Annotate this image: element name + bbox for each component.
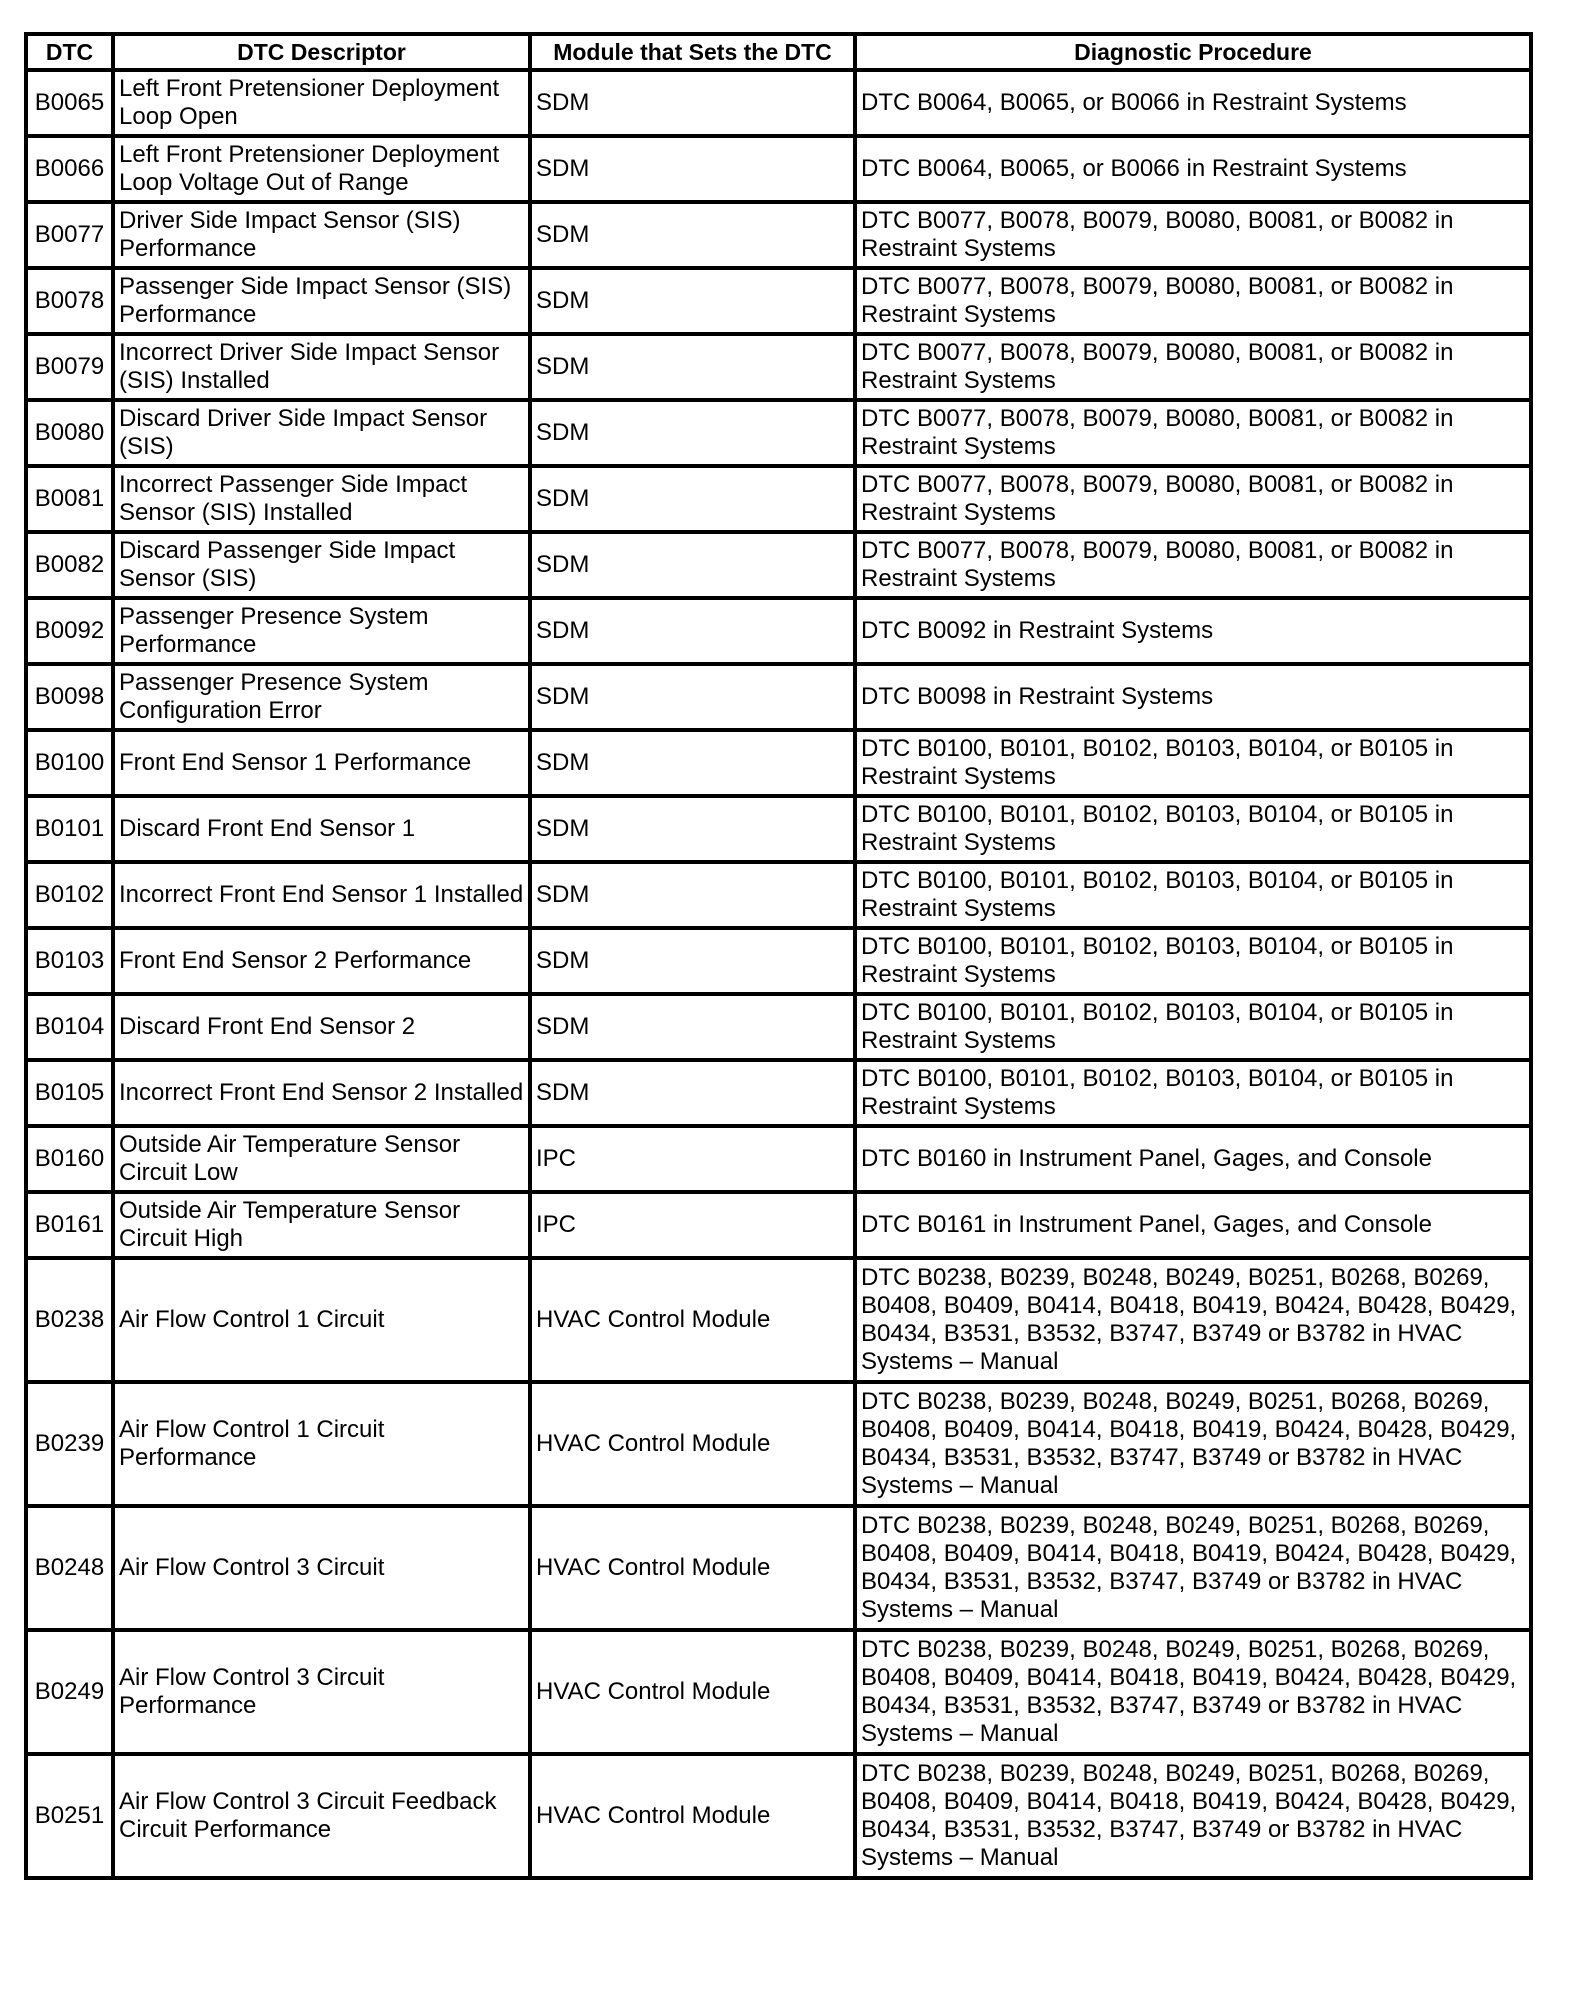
- diagnostic-procedure: DTC B0077, B0078, B0079, B0080, B0081, or B0082 in Restraint Systems: [855, 334, 1531, 400]
- header-dtc: DTC: [26, 34, 113, 70]
- dtc-code: B0098: [26, 664, 113, 730]
- dtc-code: B0238: [26, 1258, 113, 1382]
- dtc-code: B0077: [26, 202, 113, 268]
- dtc-code: B0160: [26, 1126, 113, 1192]
- module-name: SDM: [530, 928, 855, 994]
- dtc-code: B0104: [26, 994, 113, 1060]
- table-row: [26, 1126, 1531, 1192]
- module-name: SDM: [530, 730, 855, 796]
- dtc-code: B0100: [26, 730, 113, 796]
- table-row: [26, 928, 1531, 994]
- table-row: [26, 862, 1531, 928]
- diagnostic-procedure: DTC B0077, B0078, B0079, B0080, B0081, or B0082 in Restraint Systems: [855, 532, 1531, 598]
- dtc-code: B0101: [26, 796, 113, 862]
- dtc-descriptor: Discard Front End Sensor 2: [113, 994, 530, 1060]
- dtc-descriptor: Outside Air Temperature Sensor Circuit High: [113, 1192, 530, 1258]
- diagnostic-procedure: DTC B0077, B0078, B0079, B0080, B0081, or B0082 in Restraint Systems: [855, 202, 1531, 268]
- dtc-descriptor: Front End Sensor 2 Performance: [113, 928, 530, 994]
- module-name: SDM: [530, 664, 855, 730]
- diagnostic-procedure: DTC B0077, B0078, B0079, B0080, B0081, or B0082 in Restraint Systems: [855, 268, 1531, 334]
- dtc-code: B0081: [26, 466, 113, 532]
- diagnostic-procedure: DTC B0077, B0078, B0079, B0080, B0081, or B0082 in Restraint Systems: [855, 466, 1531, 532]
- diagnostic-procedure: DTC B0100, B0101, B0102, B0103, B0104, or B0105 in Restraint Systems: [855, 1060, 1531, 1126]
- table-row: [26, 796, 1531, 862]
- module-name: HVAC Control Module: [530, 1258, 855, 1382]
- dtc-descriptor: Outside Air Temperature Sensor Circuit Low: [113, 1126, 530, 1192]
- table-row: [26, 1258, 1531, 1382]
- dtc-descriptor: Discard Passenger Side Impact Sensor (SIS): [113, 532, 530, 598]
- module-name: SDM: [530, 70, 855, 136]
- module-name: HVAC Control Module: [530, 1506, 855, 1630]
- dtc-code: B0080: [26, 400, 113, 466]
- table-row: [26, 1630, 1531, 1754]
- dtc-code: B0161: [26, 1192, 113, 1258]
- module-name: SDM: [530, 136, 855, 202]
- diagnostic-procedure: DTC B0064, B0065, or B0066 in Restraint Systems: [855, 70, 1531, 136]
- diagnostic-procedure: DTC B0161 in Instrument Panel, Gages, and Console: [855, 1192, 1531, 1258]
- dtc-descriptor: Passenger Side Impact Sensor (SIS) Performance: [113, 268, 530, 334]
- diagnostic-procedure: DTC B0238, B0239, B0248, B0249, B0251, B0268, B0269, B0408, B0409, B0414, B0418, B0419, B0424, B0428, B0429, B0434, B3531, B3532, B3747, B3749 or B3782 in HVAC Systems – Manual: [855, 1382, 1531, 1506]
- diagnostic-procedure: DTC B0100, B0101, B0102, B0103, B0104, or B0105 in Restraint Systems: [855, 730, 1531, 796]
- table-row: [26, 136, 1531, 202]
- table-row: [26, 400, 1531, 466]
- dtc-code: B0102: [26, 862, 113, 928]
- table-row: [26, 1506, 1531, 1630]
- dtc-descriptor: Passenger Presence System Configuration Error: [113, 664, 530, 730]
- module-name: HVAC Control Module: [530, 1382, 855, 1506]
- diagnostic-procedure: DTC B0238, B0239, B0248, B0249, B0251, B0268, B0269, B0408, B0409, B0414, B0418, B0419, B0424, B0428, B0429, B0434, B3531, B3532, B3747, B3749 or B3782 in HVAC Systems – Manual: [855, 1258, 1531, 1382]
- table-row: [26, 202, 1531, 268]
- module-name: IPC: [530, 1192, 855, 1258]
- dtc-code: B0078: [26, 268, 113, 334]
- dtc-code: B0239: [26, 1382, 113, 1506]
- table-row: [26, 994, 1531, 1060]
- dtc-descriptor: Air Flow Control 3 Circuit: [113, 1506, 530, 1630]
- dtc-descriptor: Incorrect Driver Side Impact Sensor (SIS) Installed: [113, 334, 530, 400]
- dtc-descriptor: Air Flow Control 3 Circuit Performance: [113, 1630, 530, 1754]
- dtc-code: B0105: [26, 1060, 113, 1126]
- diagnostic-procedure: DTC B0100, B0101, B0102, B0103, B0104, or B0105 in Restraint Systems: [855, 928, 1531, 994]
- dtc-code: B0079: [26, 334, 113, 400]
- table-row: [26, 1754, 1531, 1878]
- header-diagnostic-procedure: Diagnostic Procedure: [855, 34, 1531, 70]
- dtc-descriptor: Left Front Pretensioner Deployment Loop Voltage Out of Range: [113, 136, 530, 202]
- table-row: [26, 730, 1531, 796]
- header-module: Module that Sets the DTC: [530, 34, 855, 70]
- module-name: SDM: [530, 796, 855, 862]
- module-name: SDM: [530, 334, 855, 400]
- dtc-code: B0251: [26, 1754, 113, 1878]
- module-name: SDM: [530, 400, 855, 466]
- diagnostic-procedure: DTC B0238, B0239, B0248, B0249, B0251, B0268, B0269, B0408, B0409, B0414, B0418, B0419, B0424, B0428, B0429, B0434, B3531, B3532, B3747, B3749 or B3782 in HVAC Systems – Manual: [855, 1754, 1531, 1878]
- dtc-descriptor: Incorrect Front End Sensor 2 Installed: [113, 1060, 530, 1126]
- table-row: [26, 268, 1531, 334]
- module-name: SDM: [530, 202, 855, 268]
- header-dtc-descriptor: DTC Descriptor: [113, 34, 530, 70]
- dtc-code: B0249: [26, 1630, 113, 1754]
- dtc-code: B0103: [26, 928, 113, 994]
- diagnostic-procedure: DTC B0100, B0101, B0102, B0103, B0104, or B0105 in Restraint Systems: [855, 862, 1531, 928]
- table-row: [26, 466, 1531, 532]
- module-name: SDM: [530, 466, 855, 532]
- dtc-table: [24, 32, 1533, 1880]
- module-name: SDM: [530, 268, 855, 334]
- table-row: [26, 1060, 1531, 1126]
- diagnostic-procedure: DTC B0077, B0078, B0079, B0080, B0081, or B0082 in Restraint Systems: [855, 400, 1531, 466]
- dtc-code: B0065: [26, 70, 113, 136]
- diagnostic-procedure: DTC B0100, B0101, B0102, B0103, B0104, or B0105 in Restraint Systems: [855, 994, 1531, 1060]
- table-row: [26, 598, 1531, 664]
- module-name: HVAC Control Module: [530, 1754, 855, 1878]
- dtc-descriptor: Passenger Presence System Performance: [113, 598, 530, 664]
- dtc-descriptor: Air Flow Control 1 Circuit: [113, 1258, 530, 1382]
- table-row: [26, 1382, 1531, 1506]
- module-name: SDM: [530, 598, 855, 664]
- dtc-descriptor: Front End Sensor 1 Performance: [113, 730, 530, 796]
- table-row: [26, 334, 1531, 400]
- table-row: [26, 1192, 1531, 1258]
- dtc-descriptor: Air Flow Control 3 Circuit Feedback Circuit Performance: [113, 1754, 530, 1878]
- diagnostic-procedure: DTC B0064, B0065, or B0066 in Restraint Systems: [855, 136, 1531, 202]
- diagnostic-procedure: DTC B0160 in Instrument Panel, Gages, and Console: [855, 1126, 1531, 1192]
- module-name: SDM: [530, 1060, 855, 1126]
- dtc-descriptor: Air Flow Control 1 Circuit Performance: [113, 1382, 530, 1506]
- dtc-code: B0066: [26, 136, 113, 202]
- dtc-descriptor: Discard Driver Side Impact Sensor (SIS): [113, 400, 530, 466]
- table-row: [26, 532, 1531, 598]
- module-name: SDM: [530, 994, 855, 1060]
- dtc-descriptor: Left Front Pretensioner Deployment Loop Open: [113, 70, 530, 136]
- table-header-row: [26, 34, 1531, 70]
- module-name: SDM: [530, 532, 855, 598]
- diagnostic-procedure: DTC B0100, B0101, B0102, B0103, B0104, or B0105 in Restraint Systems: [855, 796, 1531, 862]
- module-name: SDM: [530, 862, 855, 928]
- dtc-descriptor: Driver Side Impact Sensor (SIS) Performance: [113, 202, 530, 268]
- diagnostic-procedure: DTC B0238, B0239, B0248, B0249, B0251, B0268, B0269, B0408, B0409, B0414, B0418, B0419, B0424, B0428, B0429, B0434, B3531, B3532, B3747, B3749 or B3782 in HVAC Systems – Manual: [855, 1506, 1531, 1630]
- table-row: [26, 664, 1531, 730]
- module-name: HVAC Control Module: [530, 1630, 855, 1754]
- dtc-code: B0248: [26, 1506, 113, 1630]
- dtc-code: B0082: [26, 532, 113, 598]
- diagnostic-procedure: DTC B0238, B0239, B0248, B0249, B0251, B0268, B0269, B0408, B0409, B0414, B0418, B0419, B0424, B0428, B0429, B0434, B3531, B3532, B3747, B3749 or B3782 in HVAC Systems – Manual: [855, 1630, 1531, 1754]
- module-name: IPC: [530, 1126, 855, 1192]
- table-row: [26, 70, 1531, 136]
- dtc-code: B0092: [26, 598, 113, 664]
- diagnostic-procedure: DTC B0092 in Restraint Systems: [855, 598, 1531, 664]
- dtc-descriptor: Discard Front End Sensor 1: [113, 796, 530, 862]
- diagnostic-procedure: DTC B0098 in Restraint Systems: [855, 664, 1531, 730]
- dtc-descriptor: Incorrect Passenger Side Impact Sensor (SIS) Installed: [113, 466, 530, 532]
- dtc-descriptor: Incorrect Front End Sensor 1 Installed: [113, 862, 530, 928]
